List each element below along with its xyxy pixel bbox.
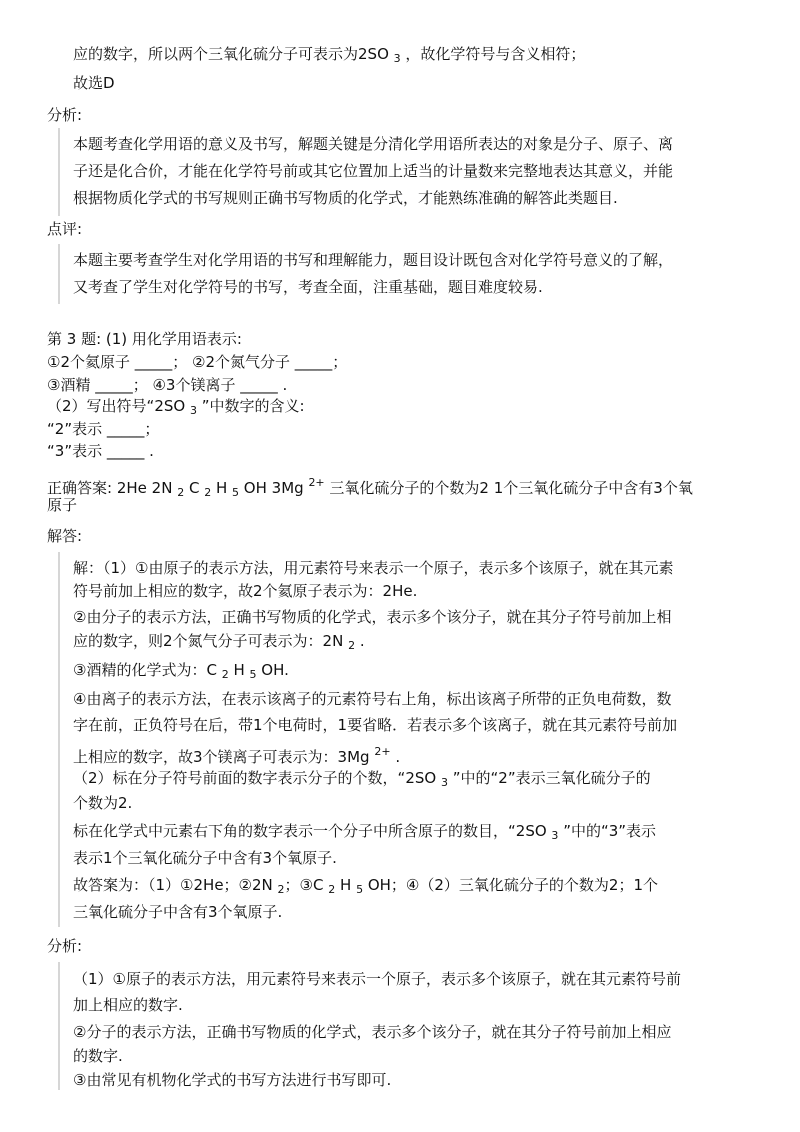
answer-label: 正确答案: — [47, 479, 113, 497]
question-line: （2）写出符号“2SO $_3$ ”中数字的含义: — [47, 397, 305, 417]
answer-line: 原子 — [47, 496, 78, 514]
text-line: 表示1个三氧化硫分子中含有3个氧原子. — [73, 849, 337, 867]
question-line: “2”表示 _____； — [47, 420, 160, 438]
text-line: 加上相应的数字. — [73, 996, 183, 1014]
answer-line: 正确答案: 2He 2N $_2$ C $_2$ H $_5$ OH 3Mg $^{2+}$ 三氧化硫分子的个数为2 1个三氧化硫分子中含有3个氧 — [47, 476, 693, 499]
text-line: 故选D — [73, 74, 115, 92]
text-line: 三氧化硫分子中含有3个氧原子. — [73, 903, 283, 921]
text-line: 应的数字，所以两个三氧化硫分子可表示为2SO $_3$ ，故化学符号与含义相符； — [73, 45, 586, 65]
text-line: ③由常见有机物化学式的书写方法进行书写即可. — [73, 1071, 392, 1089]
text-line: 解：（1）①由原子的表示方法，用元素符号来表示一个原子，表示多个该原子，就在其元素 — [73, 559, 674, 577]
text-line: ②分子的表示方法，正确书写物质的化学式，表示多个该分子，就在其分子符号前加上相应 — [73, 1023, 672, 1041]
analysis-label: 分析: — [47, 937, 83, 955]
text-line: 的数字. — [73, 1047, 123, 1065]
comment-label: 点评: — [47, 220, 83, 238]
text-line: 上相应的数字，故3个镁离子可表示为：3Mg $^{2+}$ . — [73, 745, 401, 766]
question-line: “3”表示 _____ . — [47, 442, 154, 460]
text-line: 标在化学式中元素右下角的数字表示一个分子中所含原子的数目，“2SO $_3$ ”中的“3”表示 — [73, 822, 657, 842]
text-line: 本题考查化学用语的意义及书写，解题关键是分清化学用语所表达的对象是分子、原子、离 — [73, 135, 674, 153]
text-line: 应的数字，则2个氮气分子可表示为：2N $_2$ . — [73, 632, 365, 652]
text-line: 字在前，正负符号在后，带1个电荷时，1要省略．若表示多个该离子，就在其元素符号前加 — [73, 716, 678, 734]
text-line: 根据物质化学式的书写规则正确书写物质的化学式，才能熟练准确的解答此类题目. — [73, 189, 618, 207]
question-line: ①2个氦原子 _____； ②2个氮气分子 _____； — [47, 353, 348, 371]
text-line: （2）标在分子符号前面的数字表示分子的个数，“2SO $_3$ ”中的“2”表示三氧化硫分子的 — [73, 769, 651, 789]
text-line: 本题主要考查学生对化学用语的书写和理解能力，题目设计既包含对化学符号意义的了解， — [73, 251, 674, 269]
question-title: 第 3 题: (1) 用化学用语表示: — [47, 330, 242, 348]
text-line: ③酒精的化学式为：C $_2$ H $_5$ OH. — [73, 661, 289, 681]
text-line: 子还是化合价，才能在化学符号前或其它位置加上适当的计量数来完整地表达其意义，并能 — [73, 162, 674, 180]
text-line: 符号前加上相应的数字，故2个氦原子表示为：2He. — [73, 582, 418, 600]
text-line: ④由离子的表示方法，在表示该离子的元素符号右上角，标出该离子所带的正负电荷数，数 — [73, 690, 672, 708]
section-bar — [58, 244, 60, 304]
section-bar — [58, 962, 60, 1090]
solution-label: 解答: — [47, 527, 83, 545]
section-bar — [58, 128, 60, 216]
analysis-label: 分析: — [47, 106, 83, 124]
question-line: ③酒精 _____； ④3个镁离子 _____ . — [47, 376, 288, 394]
text-line: （1）①原子的表示方法，用元素符号来表示一个原子，表示多个该原子，就在其元素符号前 — [73, 970, 681, 988]
text-line: 个数为2. — [73, 794, 133, 812]
text-line: 故答案为：（1）①2He；②2N $_2$；③C $_2$ H $_5$ OH；④（2）三氧化硫分子的个数为2；1个 — [73, 876, 658, 896]
text-line: ②由分子的表示方法，正确书写物质的化学式，表示多个该分子，就在其分子符号前加上相 — [73, 608, 672, 626]
text-line: 又考查了学生对化学符号的书写，考查全面，注重基础，题目难度较易. — [73, 278, 543, 296]
section-bar — [58, 552, 60, 927]
